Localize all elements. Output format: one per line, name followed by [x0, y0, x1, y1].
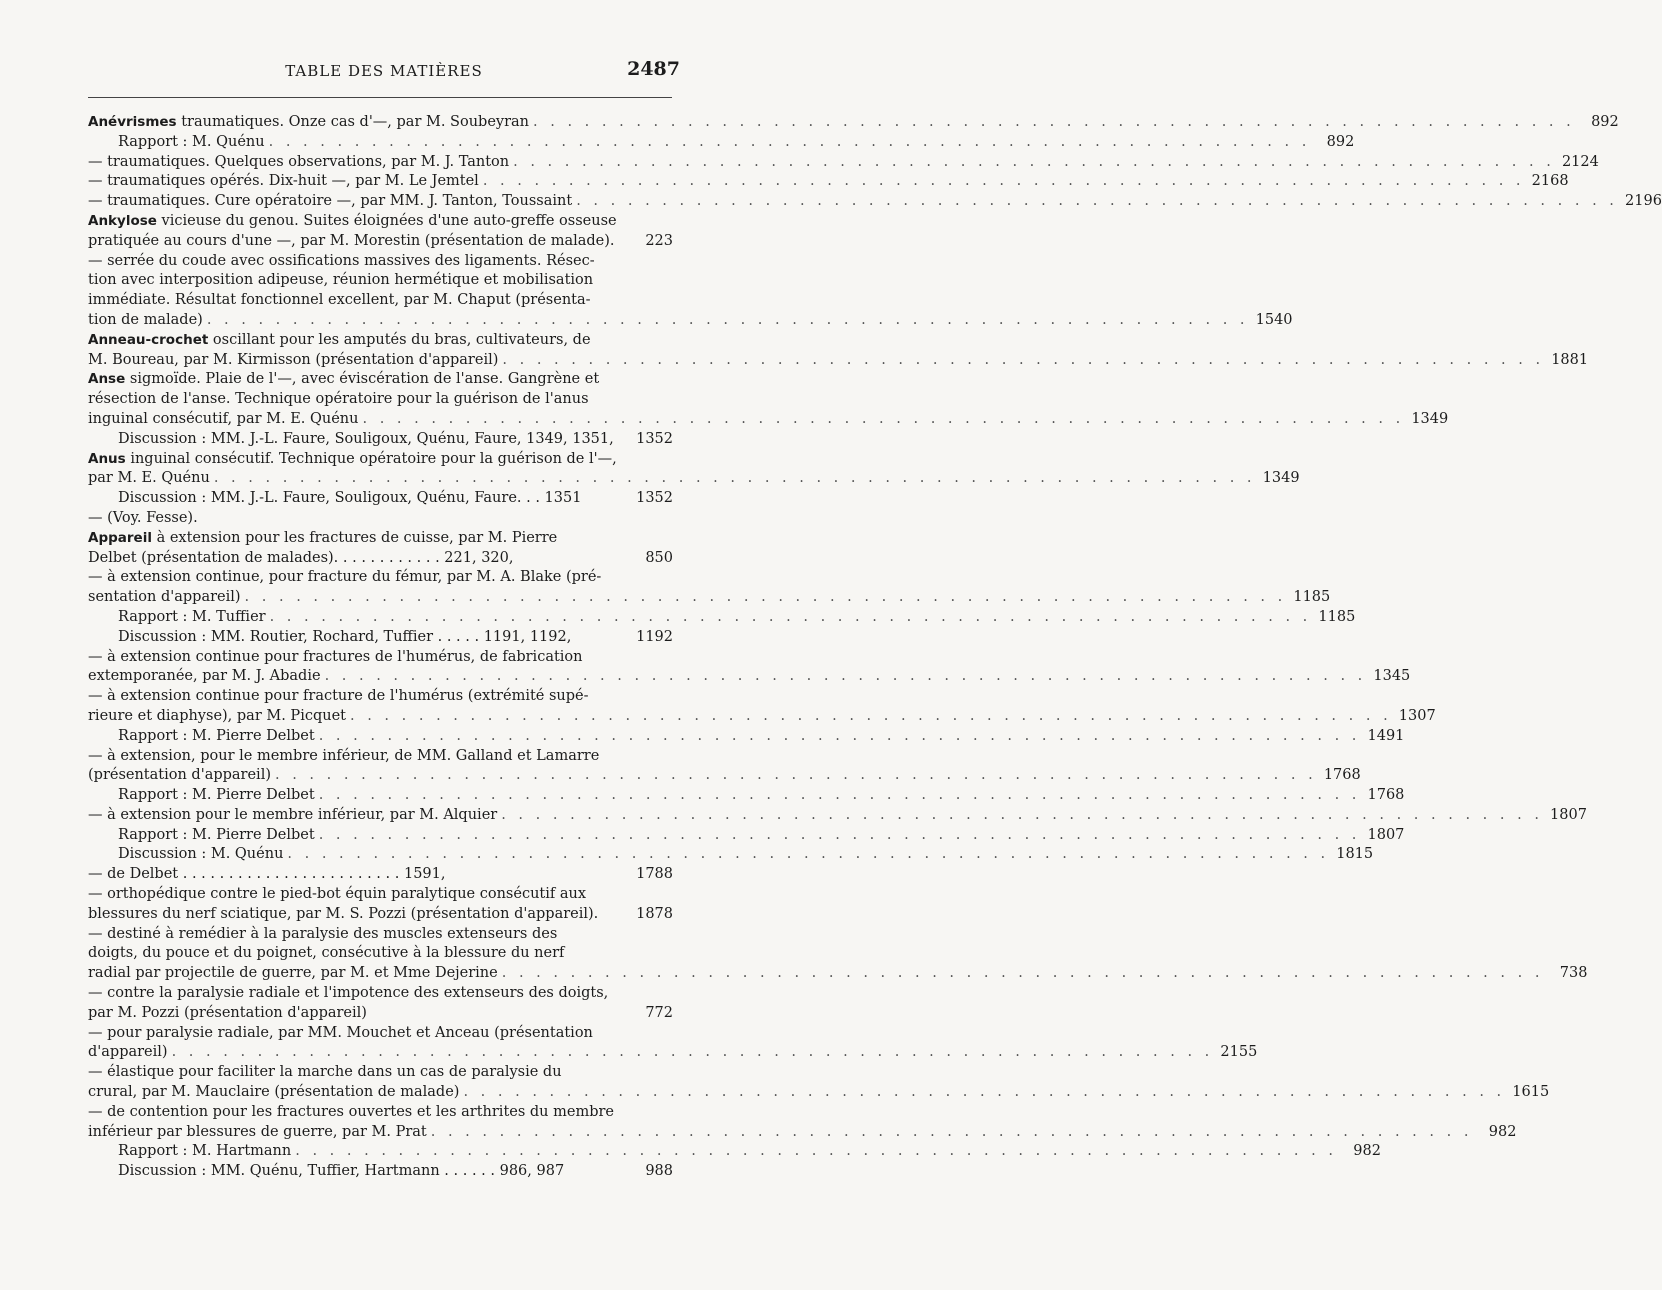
leader-dots: [203, 311, 1253, 331]
entry-text: Rapport : M. Hartmann: [118, 1143, 292, 1160]
leader-dots: [271, 766, 1321, 786]
index-line: [88, 450, 673, 470]
entry-page-number: 1815: [1336, 846, 1374, 863]
index-line: [88, 648, 673, 668]
index-line: [88, 667, 1411, 687]
index-line: [88, 1123, 1517, 1143]
entry-text: Anévrismes traumatiques. Onze cas d'—, par M. Soubeyran: [88, 114, 530, 130]
entry-page-number: 1807: [1367, 826, 1405, 843]
leader-dots: [572, 192, 1622, 212]
leader-dots: [346, 707, 1396, 727]
entry-text: Rapport : M. Pierre Delbet: [118, 787, 315, 804]
index-line: [88, 509, 673, 529]
entry-page-number: 1788: [636, 866, 674, 883]
entry-page-number: 982: [1353, 1143, 1381, 1160]
entry-text: par M. Pozzi (présentation d'appareil): [88, 1004, 367, 1021]
entry-text: Anus inguinal consécutif. Technique opératoire pour la guérison de l'—,: [88, 450, 617, 467]
entry-page-number: 1768: [1323, 767, 1361, 784]
index-line: [88, 370, 673, 390]
index-line: [88, 1083, 1550, 1103]
entry-page-number: 1307: [1398, 707, 1436, 724]
index-line: [88, 252, 673, 272]
index-line: [88, 707, 1436, 727]
index-line: [88, 1024, 673, 1044]
index-line: [88, 747, 673, 767]
entry-text: extemporanée, par M. J. Abadie: [88, 668, 321, 685]
index-line: [88, 588, 1331, 608]
entry-text: — traumatiques. Quelques observations, par M. J. Tanton: [88, 153, 510, 170]
index-line: [88, 608, 1356, 628]
entry-text: Discussion : MM. J.-L. Faure, Souligoux, Quénu, Faure, 1349, 1351,: [118, 430, 614, 447]
leader-dots: [498, 351, 1548, 371]
entry-text: Discussion : MM. Quénu, Tuffier, Hartmann . . . . . . 986, 987: [118, 1163, 565, 1180]
index-line: [88, 826, 1405, 846]
entry-page-number: 850: [645, 549, 674, 566]
entry-text: (présentation d'appareil): [88, 767, 271, 784]
running-title: TABLE DES MATIÈRES: [285, 62, 483, 80]
index-line: [88, 291, 673, 311]
page-number: 2487: [627, 58, 680, 80]
entry-text: Discussion : MM. J.-L. Faure, Souligoux, Quénu, Faure. . . 1351: [118, 490, 582, 507]
index-line: [88, 271, 673, 291]
entry-text: — à extension continue, pour fracture du fémur, par M. A. Blake (pré-: [88, 569, 602, 586]
index-line: [88, 311, 1293, 331]
entry-page-number: 2124: [1561, 153, 1599, 170]
index-line: [88, 1043, 1258, 1063]
entry-text: — serrée du coude avec ossifications massives des ligaments. Résec-: [88, 252, 595, 269]
leader-dots: [498, 964, 1548, 984]
leader-dots: [291, 1142, 1341, 1162]
entry-text: — à extension continue pour fracture de l'humérus (extrémité supé-: [88, 688, 589, 705]
index-line: [88, 390, 673, 410]
entry-page-number: 2168: [1531, 173, 1569, 190]
entry-text: par M. E. Quénu: [88, 470, 210, 487]
index-line: [88, 1162, 673, 1182]
index-line: [88, 1142, 1381, 1162]
entry-page-number: 2155: [1220, 1044, 1258, 1061]
entry-text: — à extension continue pour fractures de l'humérus, de fabrication: [88, 648, 583, 665]
index-line: [88, 845, 1374, 865]
entry-page-number: 1345: [1373, 668, 1411, 685]
index-line: [88, 469, 1300, 489]
leader-dots: [321, 667, 1371, 687]
leader-dots: [497, 806, 1547, 826]
index-line: [88, 529, 673, 549]
entry-text: M. Boureau, par M. Kirmisson (présentation d'appareil): [88, 351, 499, 368]
entry-text: Rapport : M. Tuffier: [118, 608, 266, 625]
entry-text: pratiquée au cours d'une —, par M. Morestin (présentation de malade).: [88, 232, 615, 249]
entry-text: doigts, du pouce et du poignet, consécutive à la blessure du nerf: [88, 945, 565, 962]
entry-text: — de Delbet . . . . . . . . . . . . . . . . . . . . . . . . 1591,: [88, 866, 446, 883]
entry-page-number: 1349: [1411, 410, 1449, 427]
leader-dots: [427, 1123, 1477, 1143]
entry-page-number: 1352: [636, 430, 673, 447]
leader-dots: [315, 786, 1365, 806]
entry-page-number: 892: [1326, 133, 1355, 150]
entry-text: Rapport : M. Quénu: [118, 133, 265, 150]
header-rule: [88, 97, 672, 98]
entry-text: — (Voy. Fesse).: [88, 509, 198, 526]
index-line: [88, 172, 1569, 192]
index-line: [88, 549, 673, 569]
index-line: [88, 905, 673, 925]
entry-text: — élastique pour faciliter la marche dans un cas de paralysie du: [88, 1064, 562, 1081]
index-line: [88, 113, 1619, 133]
index-line: [88, 1103, 673, 1123]
index-line: [88, 944, 673, 964]
entry-text: Anse sigmoïde. Plaie de l'—, avec éviscération de l'anse. Gangrène et: [88, 371, 600, 388]
entry-text: tion avec interposition adipeuse, réunion hermétique et mobilisation: [88, 272, 594, 289]
entry-page-number: 772: [645, 1004, 674, 1021]
entry-text: Ankylose vicieuse du genou. Suites éloignées d'une auto-greffe osseuse: [88, 212, 617, 229]
entry-text: tion de malade): [88, 311, 203, 328]
leader-dots: [509, 153, 1559, 173]
entry-text: — traumatiques opérés. Dix-huit —, par M. Le Jemtel: [88, 173, 479, 190]
entry-text: résection de l'anse. Technique opératoire pour la guérison de l'anus: [88, 391, 589, 408]
index-line: [88, 489, 673, 509]
entry-text: Delbet (présentation de malades). . . . . . . . . . . . 221, 320,: [88, 549, 514, 566]
index-line: [88, 410, 1449, 430]
entry-page-number: 1615: [1512, 1084, 1550, 1101]
index-line: [88, 568, 673, 588]
entry-text: — à extension pour le membre inférieur, par M. Alquier: [88, 806, 498, 823]
entry-text: immédiate. Résultat fonctionnel excellent, par M. Chaput (présenta-: [88, 292, 591, 309]
entry-text: Anneau-crochet oscillant pour les amputés du bras, cultivateurs, de: [88, 331, 591, 348]
entry-text: — traumatiques. Cure opératoire —, par MM. J. Tanton, Toussaint: [88, 193, 573, 210]
entry-page-number: 1807: [1550, 806, 1587, 823]
entry-text: d'appareil): [88, 1044, 168, 1061]
index-line: [88, 153, 1599, 173]
leader-dots: [265, 133, 1315, 153]
entry-page-number: 1349: [1262, 470, 1300, 487]
entry-page-number: 1185: [1318, 608, 1356, 625]
leader-dots: [529, 113, 1579, 133]
leader-dots: [210, 469, 1260, 489]
index-line: [88, 232, 673, 252]
index-line: [88, 628, 673, 648]
index-line: [88, 925, 673, 945]
entry-page-number: 1768: [1367, 787, 1405, 804]
index-line: [88, 212, 673, 232]
entry-page-number: 1540: [1255, 311, 1293, 328]
entry-text: — orthopédique contre le pied-bot équin paralytique consécutif aux: [88, 886, 587, 903]
entry-page-number: 982: [1488, 1123, 1517, 1140]
entry-text: — à extension, pour le membre inférieur, de MM. Galland et Lamarre: [88, 747, 600, 764]
index-line: [88, 786, 1405, 806]
entry-text: rieure et diaphyse), par M. Picquet: [88, 707, 346, 724]
leader-dots: [315, 826, 1365, 846]
leader-dots: [168, 1043, 1218, 1063]
entry-text: blessures du nerf sciatique, par M. S. Pozzi (présentation d'appareil).: [88, 905, 599, 922]
entry-text: Rapport : M. Pierre Delbet: [118, 826, 315, 843]
entry-text: inférieur par blessures de guerre, par M. Prat: [88, 1123, 427, 1140]
index-line: [88, 964, 1588, 984]
entry-text: Discussion : MM. Routier, Rochard, Tuffier . . . . . 1191, 1192,: [118, 628, 572, 645]
entry-page-number: 892: [1591, 114, 1619, 130]
index-line: [88, 1004, 673, 1024]
index-line: [88, 687, 673, 707]
index-entries: [88, 113, 1662, 1182]
entry-text: — contre la paralysie radiale et l'impotence des extenseurs des doigts,: [88, 985, 609, 1002]
entry-page-number: 1878: [636, 905, 674, 922]
entry-text: Rapport : M. Pierre Delbet: [118, 727, 315, 744]
entry-page-number: 2196: [1625, 193, 1662, 210]
entry-text: sentation d'appareil): [88, 589, 241, 606]
index-line: [88, 331, 673, 351]
leader-dots: [359, 410, 1409, 430]
index-line: [88, 430, 673, 450]
entry-text: — de contention pour les fractures ouvertes et les arthrites du membre: [88, 1103, 615, 1120]
entry-text: radial par projectile de guerre, par M. et Mme Dejerine: [88, 965, 498, 982]
index-line: [88, 865, 673, 885]
entry-page-number: 1881: [1551, 351, 1589, 368]
entry-text: Discussion : M. Quénu: [118, 846, 284, 863]
leader-dots: [266, 608, 1316, 628]
leader-dots: [283, 845, 1333, 865]
entry-text: inguinal consécutif, par M. E. Quénu: [88, 410, 359, 427]
page-header: [88, 58, 680, 86]
index-line: [88, 766, 1361, 786]
index-line: [88, 192, 1662, 212]
entry-text: Appareil à extension pour les fractures de cuisse, par M. Pierre: [88, 529, 558, 546]
entry-page-number: 988: [645, 1163, 674, 1180]
entry-page-number: 738: [1559, 965, 1588, 982]
entry-page-number: 1352: [636, 490, 673, 507]
index-line: [88, 885, 673, 905]
index-line: [88, 727, 1405, 747]
index-line: [88, 351, 1589, 371]
entry-page-number: 223: [645, 232, 674, 249]
entry-page-number: 1491: [1367, 727, 1405, 744]
index-line: [88, 1063, 673, 1083]
leader-dots: [241, 588, 1291, 608]
leader-dots: [315, 727, 1365, 747]
entry-text: crural, par M. Mauclaire (présentation de malade): [88, 1084, 460, 1101]
leader-dots: [459, 1083, 1509, 1103]
index-line: [88, 984, 673, 1004]
index-line: [88, 806, 1587, 826]
entry-text: — pour paralysie radiale, par MM. Mouchet et Anceau (présentation: [88, 1024, 593, 1041]
entry-text: — destiné à remédier à la paralysie des muscles extenseurs des: [88, 925, 558, 942]
index-line: [88, 133, 1355, 153]
leader-dots: [479, 172, 1529, 192]
entry-page-number: 1185: [1293, 589, 1331, 606]
entry-page-number: 1192: [636, 628, 673, 645]
